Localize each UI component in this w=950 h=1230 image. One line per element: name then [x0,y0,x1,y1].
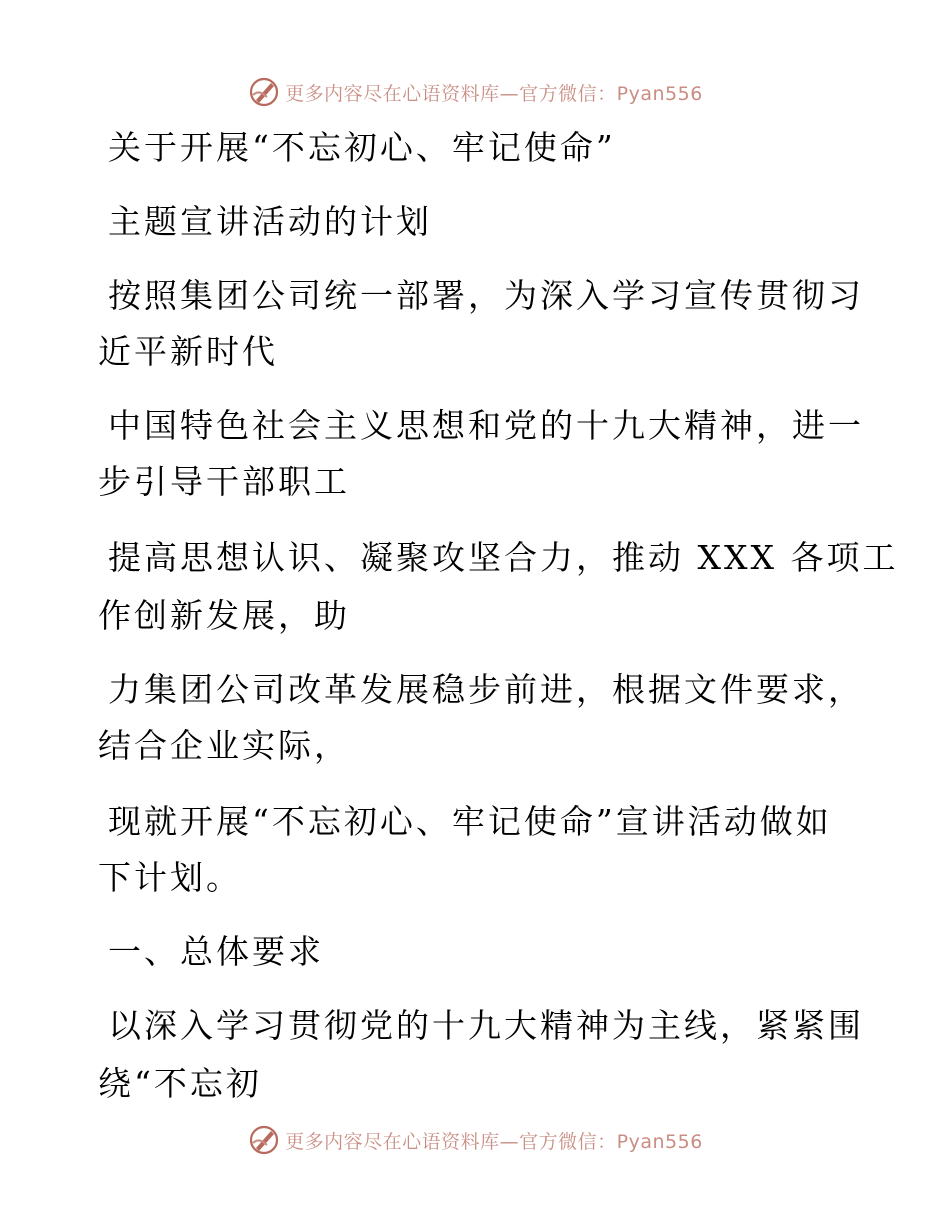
pen-seal-icon [247,1123,281,1157]
document-title-line-1: 关于开展“不忘初心、牢记使命” [108,128,616,167]
watermark-text: 更多内容尽在心语资料库—官方微信：Pyan556 [285,1130,703,1153]
paragraph-line: 力集团公司改革发展稳步前进，根据文件要求， [108,670,864,709]
pen-seal-icon [247,75,281,109]
watermark-footer [0,1120,950,1160]
document-title-line-2: 主题宣讲活动的计划 [108,202,432,241]
watermark-text: 更多内容尽在心语资料库—官方微信：Pyan556 [285,82,703,105]
paragraph-line: 现就开展“不忘初心、牢记使命”宣讲活动做如 [108,802,832,841]
paragraph-line: 以深入学习贯彻党的十九大精神为主线，紧紧围 [108,1006,864,1045]
paragraph-line: 近平新时代 [98,332,278,371]
paragraph-line: 结合企业实际， [98,726,350,765]
paragraph-line: 下计划。 [98,858,242,897]
paragraph-line: 按照集团公司统一部署，为深入学习宣传贯彻习 [108,276,864,315]
watermark-header [0,72,950,112]
paragraph-line: 步引导干部职工 [98,462,350,501]
paragraph-line: 中国特色社会主义思想和党的十九大精神，进一 [108,406,864,445]
paragraph-line: 绕“不忘初 [98,1064,262,1103]
paragraph-line: 提高思想认识、凝聚攻坚合力，推动 XXX 各项工 [108,538,899,577]
section-heading: 一、总体要求 [108,932,324,971]
paragraph-line: 作创新发展，助 [98,596,350,635]
